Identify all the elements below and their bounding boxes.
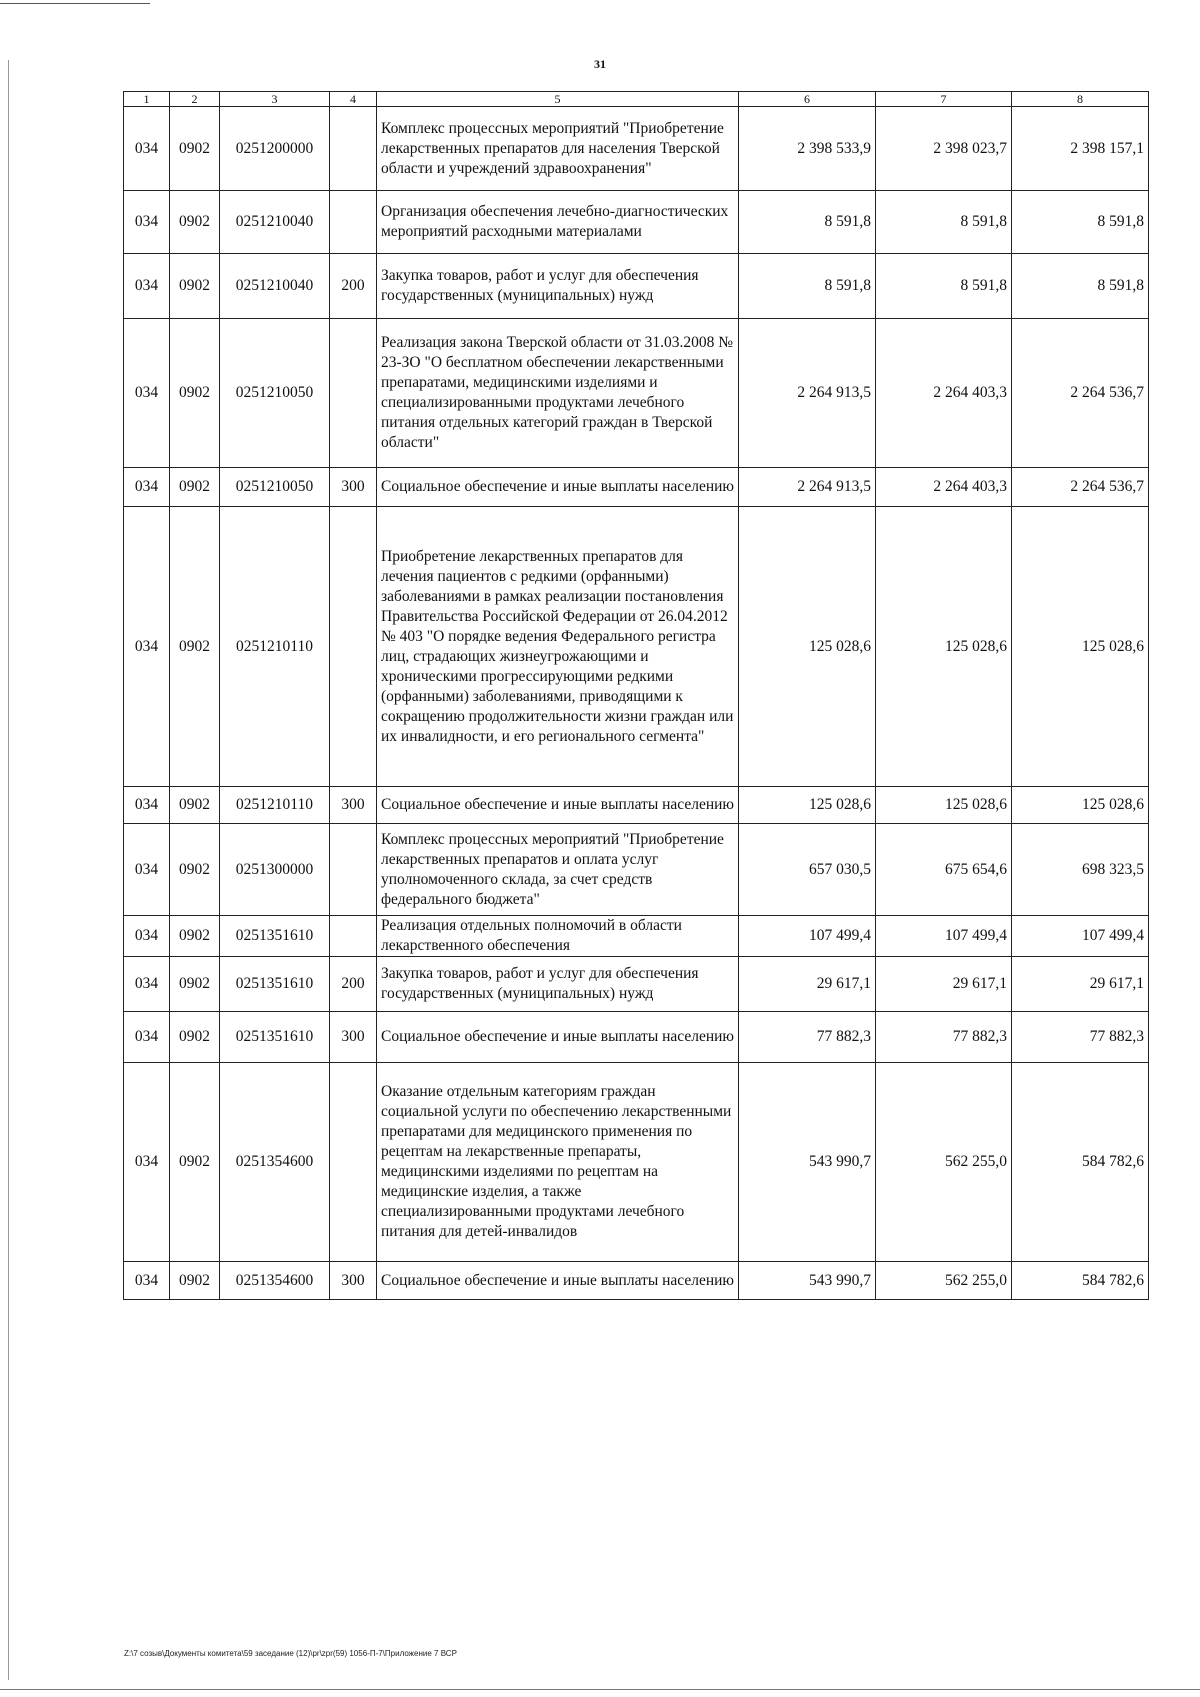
amount-year-3-cell: 8 591,8 [1012, 254, 1149, 319]
amount-year-1-cell: 2 398 533,9 [739, 107, 876, 191]
amount-year-2-cell: 107 499,4 [876, 916, 1012, 957]
amount-year-3-cell: 125 028,6 [1012, 787, 1149, 824]
table-row [124, 107, 1149, 191]
target-article-cell: 0251210110 [220, 507, 330, 787]
department-code-cell: 034 [124, 319, 170, 468]
department-code-cell: 034 [124, 191, 170, 254]
expense-type-cell: 300 [330, 1262, 377, 1300]
amount-year-2-cell: 77 882,3 [876, 1012, 1012, 1063]
item-name-cell: Реализация отдельных полномочий в области лекарственного обеспечения [377, 916, 739, 957]
item-name-cell: Социальное обеспечение и иные выплаты населению [377, 787, 739, 824]
table-row [124, 254, 1149, 319]
scan-edge-bottom [0, 1689, 1200, 1690]
item-name-cell: Закупка товаров, работ и услуг для обеспечения государственных (муниципальных) нужд [377, 254, 739, 319]
item-name-cell: Реализация закона Тверской области от 31.03.2008 № 23-ЗО "О бесплатном обеспечении лекарственными препаратами, медицинскими изделиями и специализированными продуктами лечебного питания отдельных категорий граждан в Тверской области" [377, 319, 739, 468]
table-row [124, 1012, 1149, 1063]
table-row [124, 787, 1149, 824]
amount-year-1-cell: 543 990,7 [739, 1262, 876, 1300]
amount-year-2-cell: 125 028,6 [876, 507, 1012, 787]
amount-year-3-cell: 2 264 536,7 [1012, 468, 1149, 507]
item-name-cell: Социальное обеспечение и иные выплаты населению [377, 468, 739, 507]
budget-table [123, 91, 1149, 1300]
section-code-cell: 0902 [170, 191, 220, 254]
scan-edge-top [0, 3, 150, 4]
target-article-cell: 0251351610 [220, 1012, 330, 1063]
department-code-cell: 034 [124, 507, 170, 787]
column-header: 5 [377, 92, 739, 107]
amount-year-3-cell: 698 323,5 [1012, 824, 1149, 916]
amount-year-2-cell: 8 591,8 [876, 191, 1012, 254]
item-name-cell: Закупка товаров, работ и услуг для обеспечения государственных (муниципальных) нужд [377, 957, 739, 1012]
amount-year-2-cell: 2 398 023,7 [876, 107, 1012, 191]
table-row [124, 1063, 1149, 1262]
department-code-cell: 034 [124, 254, 170, 319]
amount-year-1-cell: 657 030,5 [739, 824, 876, 916]
section-code-cell: 0902 [170, 468, 220, 507]
table-row [124, 957, 1149, 1012]
column-header: 8 [1012, 92, 1149, 107]
target-article-cell: 0251210110 [220, 787, 330, 824]
amount-year-2-cell: 562 255,0 [876, 1262, 1012, 1300]
column-header: 3 [220, 92, 330, 107]
expense-type-cell: 300 [330, 1012, 377, 1063]
department-code-cell: 034 [124, 824, 170, 916]
section-code-cell: 0902 [170, 916, 220, 957]
department-code-cell: 034 [124, 957, 170, 1012]
amount-year-1-cell: 8 591,8 [739, 254, 876, 319]
department-code-cell: 034 [124, 787, 170, 824]
scan-edge-left [8, 60, 9, 1680]
target-article-cell: 0251210040 [220, 254, 330, 319]
expense-type-cell [330, 107, 377, 191]
amount-year-3-cell: 77 882,3 [1012, 1012, 1149, 1063]
section-code-cell: 0902 [170, 787, 220, 824]
item-name-cell: Социальное обеспечение и иные выплаты населению [377, 1262, 739, 1300]
item-name-cell: Приобретение лекарственных препаратов для лечения пациентов с редкими (орфанными) заболеваниями в рамках реализации постановления Правительства Российской Федерации от 26.04.2012 № 403 "О порядке ведения Федерального регистра лиц, страдающих жизнеугрожающими и хроническими прогрессирующими редкими (орфанными) заболеваниями, приводящими к сокращению продолжительности жизни граждан или их инвалидности, и его регионального сегмента" [377, 507, 739, 787]
amount-year-1-cell: 543 990,7 [739, 1063, 876, 1262]
amount-year-2-cell: 562 255,0 [876, 1063, 1012, 1262]
amount-year-1-cell: 8 591,8 [739, 191, 876, 254]
department-code-cell: 034 [124, 916, 170, 957]
amount-year-1-cell: 107 499,4 [739, 916, 876, 957]
target-article-cell: 0251210050 [220, 468, 330, 507]
target-article-cell: 0251200000 [220, 107, 330, 191]
expense-type-cell: 300 [330, 468, 377, 507]
expense-type-cell [330, 319, 377, 468]
department-code-cell: 034 [124, 468, 170, 507]
target-article-cell: 0251354600 [220, 1063, 330, 1262]
amount-year-1-cell: 125 028,6 [739, 507, 876, 787]
amount-year-3-cell: 29 617,1 [1012, 957, 1149, 1012]
amount-year-2-cell: 125 028,6 [876, 787, 1012, 824]
department-code-cell: 034 [124, 1262, 170, 1300]
target-article-cell: 0251210050 [220, 319, 330, 468]
amount-year-1-cell: 125 028,6 [739, 787, 876, 824]
amount-year-1-cell: 2 264 913,5 [739, 319, 876, 468]
table-row [124, 1262, 1149, 1300]
expense-type-cell [330, 824, 377, 916]
table-row [124, 916, 1149, 957]
target-article-cell: 0251351610 [220, 916, 330, 957]
section-code-cell: 0902 [170, 1012, 220, 1063]
amount-year-3-cell: 8 591,8 [1012, 191, 1149, 254]
section-code-cell: 0902 [170, 254, 220, 319]
amount-year-2-cell: 675 654,6 [876, 824, 1012, 916]
target-article-cell: 0251300000 [220, 824, 330, 916]
column-header: 1 [124, 92, 170, 107]
table-row [124, 319, 1149, 468]
section-code-cell: 0902 [170, 319, 220, 468]
expense-type-cell: 300 [330, 787, 377, 824]
table-row [124, 468, 1149, 507]
amount-year-3-cell: 584 782,6 [1012, 1063, 1149, 1262]
column-header: 6 [739, 92, 876, 107]
amount-year-1-cell: 77 882,3 [739, 1012, 876, 1063]
item-name-cell: Организация обеспечения лечебно-диагностических мероприятий расходными материалами [377, 191, 739, 254]
amount-year-3-cell: 125 028,6 [1012, 507, 1149, 787]
column-header: 2 [170, 92, 220, 107]
item-name-cell: Социальное обеспечение и иные выплаты населению [377, 1012, 739, 1063]
amount-year-2-cell: 8 591,8 [876, 254, 1012, 319]
section-code-cell: 0902 [170, 824, 220, 916]
section-code-cell: 0902 [170, 957, 220, 1012]
target-article-cell: 0251354600 [220, 1262, 330, 1300]
page-number: 31 [594, 57, 606, 71]
amount-year-1-cell: 2 264 913,5 [739, 468, 876, 507]
amount-year-2-cell: 2 264 403,3 [876, 468, 1012, 507]
column-header: 7 [876, 92, 1012, 107]
item-name-cell: Оказание отдельным категориям граждан социальной услуги по обеспечению лекарственными препаратами для медицинского применения по рецептам на лекарственные препараты, медицинскими изделиями по рецептам на медицинские изделия, а также специализированными продуктами лечебного питания для детей-инвалидов [377, 1063, 739, 1262]
expense-type-cell: 200 [330, 254, 377, 319]
section-code-cell: 0902 [170, 507, 220, 787]
column-header: 4 [330, 92, 377, 107]
department-code-cell: 034 [124, 1012, 170, 1063]
footer-file-path: Z:\7 созыв\Документы комитета\59 заседание (12)\pr\zpr(59) 1056-П-7\Приложение 7 ВСР [124, 1649, 457, 1658]
table-row [124, 824, 1149, 916]
amount-year-2-cell: 2 264 403,3 [876, 319, 1012, 468]
amount-year-3-cell: 584 782,6 [1012, 1262, 1149, 1300]
table-row [124, 507, 1149, 787]
expense-type-cell [330, 916, 377, 957]
expense-type-cell [330, 507, 377, 787]
department-code-cell: 034 [124, 107, 170, 191]
section-code-cell: 0902 [170, 1063, 220, 1262]
item-name-cell: Комплекс процессных мероприятий "Приобретение лекарственных препаратов и оплата услуг уполномоченного склада, за счет средств федерального бюджета" [377, 824, 739, 916]
column-number-row [124, 92, 1149, 107]
amount-year-1-cell: 29 617,1 [739, 957, 876, 1012]
amount-year-3-cell: 107 499,4 [1012, 916, 1149, 957]
item-name-cell: Комплекс процессных мероприятий "Приобретение лекарственных препаратов для населения Тверской области и учреждений здравоохранения" [377, 107, 739, 191]
expense-type-cell: 200 [330, 957, 377, 1012]
target-article-cell: 0251351610 [220, 957, 330, 1012]
expense-type-cell [330, 191, 377, 254]
target-article-cell: 0251210040 [220, 191, 330, 254]
section-code-cell: 0902 [170, 1262, 220, 1300]
amount-year-3-cell: 2 398 157,1 [1012, 107, 1149, 191]
expense-type-cell [330, 1063, 377, 1262]
table-row [124, 191, 1149, 254]
amount-year-3-cell: 2 264 536,7 [1012, 319, 1149, 468]
amount-year-2-cell: 29 617,1 [876, 957, 1012, 1012]
section-code-cell: 0902 [170, 107, 220, 191]
department-code-cell: 034 [124, 1063, 170, 1262]
